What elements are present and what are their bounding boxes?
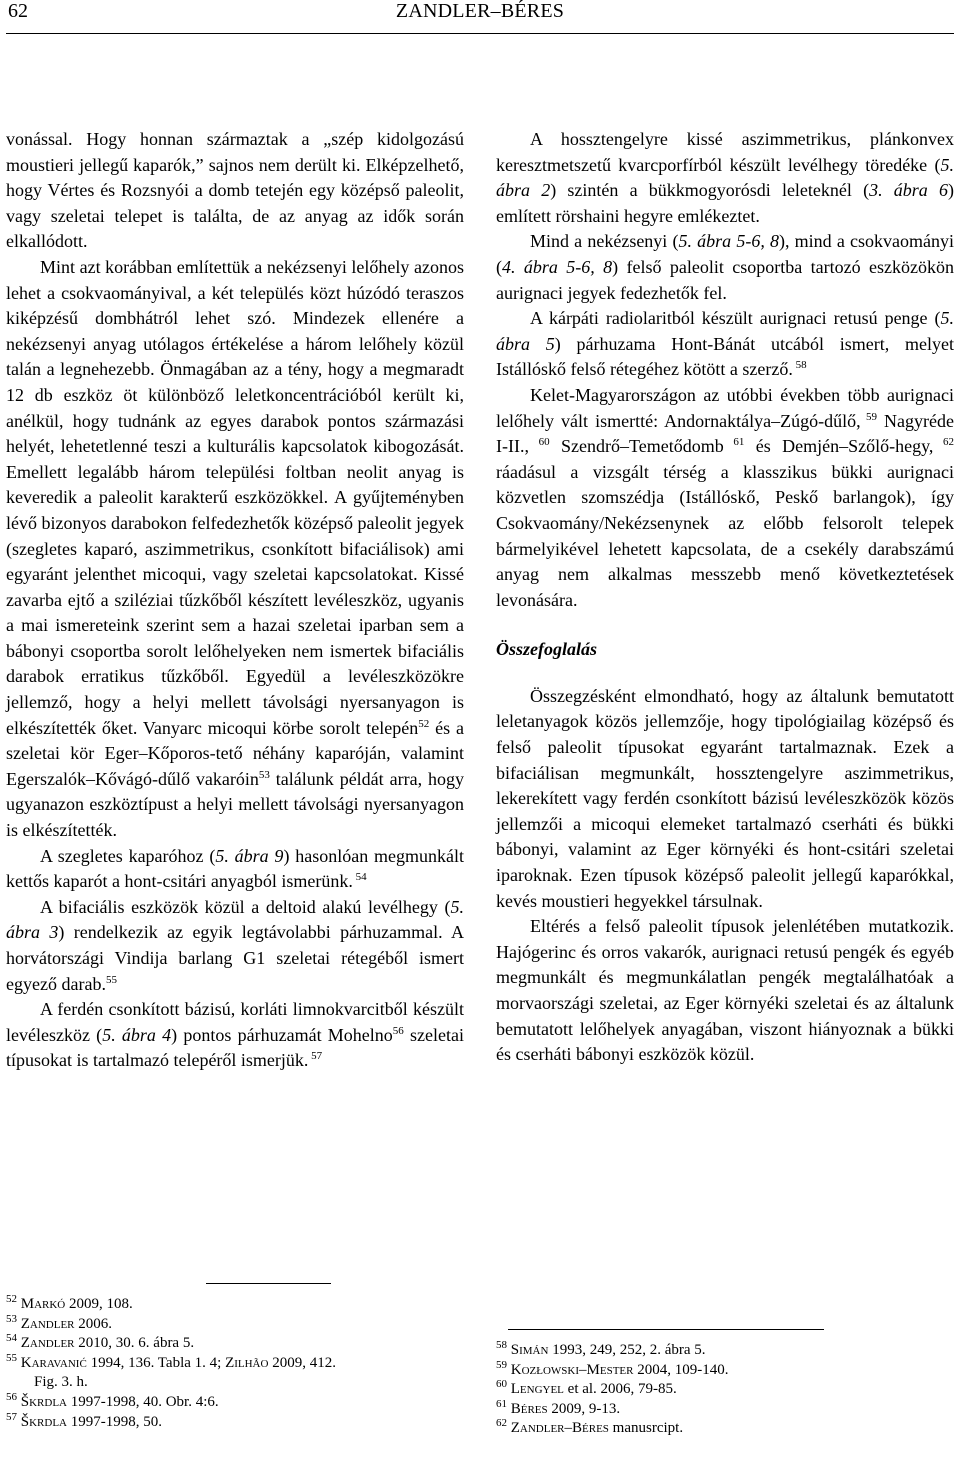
- footnote-55: $^{55}$ Karavanić 1994, 136. Tabla 1. 4; Zilhão 2009, 412.: [6, 1351, 336, 1371]
- paragraph-r6: Eltérés a felső paleolit típusok jelenlétében mutatkozik. Hajógerinc és orros vakarók, aurignaci retusú pengék és egyéb megmunkált és megmunkálatlan pengék megtalálhatóak a morvaországi szeletai, az Eger környéki szeletai és az általunk bemutatott lelőhelyek anyagában, viszont hiányoznak a bükki és cserháti bábonyi eszközök közül.: [496, 916, 954, 1065]
- paragraph-l3: A szegletes kaparóhoz (5. ábra 9) hasonlóan megmunkált kettős kaparót a hont-csitári anyagból ismerünk. $^{54}$: [6, 845, 464, 892]
- left-footnotes: [6, 1295, 464, 1432]
- paragraph-r3: A kárpáti radiolaritból készült aurignaci retusú penge (5. ábra 5) párhuzama Hont-Bánát utcából ismert, melyet Istállóskő felső rétegéhez kötött a szerző. $^{58}$: [496, 308, 954, 380]
- left-footnote-rule: [206, 1283, 331, 1284]
- paragraph-r2: Mind a nekézsenyi (5. ábra 5-6, 8), mind a csokvaományi (4. ábra 5-6, 8) felső paleolit csoportba tartozó eszközökön aurignaci jegyek fedezhetők fel.: [496, 231, 955, 303]
- paragraph-r4: Kelet-Magyarországon az utóbbi években több aurignaci lelőhely vált ismertté: Andornaktálya–Zúgó-dűlő, $^{59}$ Nagyréde I-II., $^{60}$ Szendrő–Temetődomb $^{61}$ és Demjén–Szőlő-hegy, $^{62}$ ráadásul a vizsgált térség a klasszikus bükki aurignaci közvetlen szomszédja (Istállóskő, Peskő barlangok), így Csokvaomány/Nekézsenynek az előbb felsorolt telepek bármelyikével lehetett kapcsolata, de a csekély darabszámú anyag nem alkalmas messzebb menő következtetések levonására.: [496, 384, 955, 610]
- page-header: [6, 0, 954, 26]
- footnote-54: $^{54}$ Zandler 2010, 30. 6. ábra 5.: [6, 1332, 195, 1352]
- footnote-52: $^{52}$ Markó 2009, 108.: [6, 1293, 133, 1312]
- footnote-60: $^{60}$ Lengyel et al. 2006, 79-85.: [496, 1378, 677, 1398]
- section-title: Összefoglalás: [496, 639, 598, 660]
- footnote-53: $^{53}$ Zandler 2006.: [6, 1312, 113, 1332]
- paragraph-r5: Összegzésként elmondható, hogy az általunk bemutatott leletanyagok közös jellemzője, hogy tipológiailag középső és felső paleolit típusokat egyaránt tartalmaznak. Ezek a bifaciálisan megmunkált, hossztengelyre aszimmetrikus, lekerekített vagy ferdén csonkított bázisú levéleszközök közös jellemzői a micoqui elemeket tartalmazó cserháti és bükki bábonyi, valamint az Eger környéki és hont-csitári szeletai iparoknak. Ezen típusok középső paleolit jellegű kaparókkal, kevés moustieri hegyekkel társulnak.: [496, 685, 954, 911]
- footnote-62: $^{62}$ Zandler–Béres manusrcipt.: [496, 1417, 684, 1437]
- left-column: [6, 127, 464, 1074]
- paragraph-r1: A hossztengelyre kissé aszimmetrikus, plánkonvex keresztmetszetű kvarcporfírból készült levélhegy töredéke (5. ábra 2) szintén a bükkmogyorósdi leleteknél (3. ábra 6) említett rörshaini hegyre emlékeztet.: [496, 129, 954, 226]
- footnote-cont-4: Fig. 3. h.: [34, 1374, 88, 1391]
- header-rule: [6, 33, 954, 34]
- right-footnote-rule: [508, 1329, 824, 1330]
- paragraph-l1: vonással. Hogy honnan származtak a „szép kidolgozású moustieri jellegű kaparók,” sajnos nem derült ki. Elképzelhető, hogy Vértes és Rozsnyói a domb tetején egy középső paleolit, vagy szeletai telepet is találta, de az anyag az idők során elkallódott.: [6, 129, 464, 252]
- footnote-58: $^{58}$ Simán 1993, 249, 252, 2. ábra 5.: [496, 1339, 706, 1358]
- paragraph-l5: A ferdén csonkított bázisú, korláti limnokvarcitből készült levéleszköz (5. ábra 4) pontos párhuzamát Mohelno$^{56}$ szeletai típusokat is tartalmazó telepéről ismerjük. $^{57}$: [6, 999, 464, 1071]
- right-column: [496, 127, 954, 1068]
- footnote-56: $^{56}$ Škrdla 1997-1998, 40. Obr. 4:6.: [6, 1390, 219, 1410]
- running-head: ZANDLER–BÉRES: [395, 0, 565, 22]
- footnote-61: $^{61}$ Béres 2009, 9-13.: [496, 1397, 621, 1417]
- paragraph-l2: Mint azt korábban említettük a nekézsenyi lelőhely azonos lehet a csokvaományival, a két település közt húzódó teraszos kiképzésű dombhátról lehet szó. Mindezek ellenére a nekézsenyi anyag utólagos értékelése a három lelőhely közül talán a legnehezebb. Önmagában az a tény, hogy a megmaradt 12 db eszköz öt különböző leletkoncentrációból került ki, anélkül, hogy tudnánk az egyes darabok pontos származási helyét, lehetetlenné teszi a kulturális kapcsolatok kibogozását. Emellett legalább három települési foltban neolit anyag is keveredik a paleolit karakterű eszközökkel. A gyűjteményben lévő bizonyos darabokon felfedezhetők középső paleolit jegyek (szegletes kaparó, aszimmetrikus, csonkított bifaciálisok) ami egyaránt jelenthet micoqui, vagy szeletai kapcsolatokat. Kissé zavarba ejtő a sziléziai tűzkőből készített levéleszköz, ugyanis a mai ismereteink szerint sem a hazai szeletai iparban sem a bábonyi csoportba sorolt lelőhelyeken nem ismertek bifaciális darabok erratikus tűzkőből. Egyedül a levéleszközökre jellemző, hogy a helyi mellett távolsági nyersanyagon is elkészítették őket. Vanyarc micoqui körbe sorolt telepén$^{52}$ és a szeletai kör Eger–Kőporos-tető néhány kaparóján, valamint Egerszalók–Kővágó-dűlő vakaróin$^{53}$ találunk példát arra, hogy ugyanazon eszköztípust a helyi mellett távolsági nyersanyagon is elkészítették.: [6, 256, 465, 841]
- page-number: 62: [8, 0, 28, 22]
- right-footnotes: [496, 1341, 954, 1439]
- footnote-59: $^{59}$ Kozłowski–Mester 2004, 109-140.: [496, 1358, 729, 1378]
- footnote-57: $^{57}$ Škrdla 1997-1998, 50.: [6, 1410, 162, 1430]
- paragraph-l4: A bifaciális eszközök közül a deltoid alakú levélhegy (5. ábra 3) rendelkezik az egyik legtávolabbi párhuzammal. A horvátországi Vindija barlang G1 szeletai rétegéből ismert egyező darab.$^{55}$: [6, 896, 464, 994]
